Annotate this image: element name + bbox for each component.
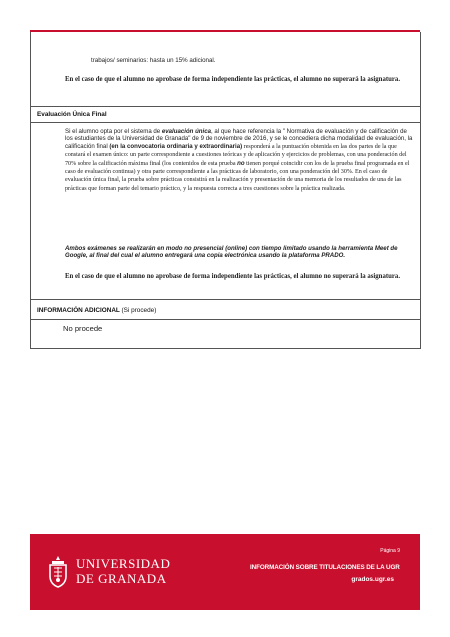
para-text: , al que hace referencia la " Normativa de evaluación y de calificación de los estudiantes de la Universidad de Granada" de 9 de noviembre de 2016, y se le concediera dicha modalidad de evaluación, la calificación final xyxy=(65,128,413,150)
section-divider xyxy=(31,106,420,107)
titulaciones-info-link[interactable]: INFORMACIÓN SOBRE TITULACIONES DE LA UGR xyxy=(250,564,400,571)
grados-site-link[interactable]: grados.ugr.es xyxy=(351,576,394,583)
evaluacion-unica-heading: Evaluación Única Final xyxy=(37,111,107,118)
page-number: Página 9 xyxy=(380,548,400,554)
university-crest-icon xyxy=(46,554,70,590)
para-emphasis: evaluación única xyxy=(161,128,211,135)
para-emphasis: (en la convocatoria ordinaria y extraordinaria) xyxy=(109,142,243,150)
university-name-line1: UNIVERSIDAD xyxy=(76,556,171,571)
content-frame xyxy=(30,32,421,349)
evaluacion-unica-paragraph xyxy=(65,128,415,193)
footer-band xyxy=(30,534,420,610)
info-heading-text: INFORMACIÓN ADICIONAL xyxy=(37,307,120,314)
no-procede-text: No procede xyxy=(63,324,103,333)
info-adicional-heading xyxy=(37,307,156,314)
practicas-note: En el caso de que el alumno no aprobase de forma independiente las prácticas, el alumno no superará la asignatura. xyxy=(65,76,401,83)
para-text: tienen porqué coincidir con los de la prueba final programada en el caso de evaluación continua) y otra parte correspondiente a las prácticas de laboratorio, con una ponderación del 30%. En el caso de evaluación única final, la prueba sobre prácticas consistirá en la realización y presentación de una memoria de los resultados de una de las prácticas que forman parte del temario práctico, y la respuesta correcta a tres cuestiones sobre la práctica realizada. xyxy=(65,160,410,192)
practicas-note-2: En el caso de que el alumno no aprobase de forma independiente las prácticas, el alumno no superará la asignatura. xyxy=(65,273,401,280)
para-text: responderá a la puntuación obtenida en las dos partes de la que constará el examen único: un parte correspondiente a cuestiones teóricas y de aplicación y ejercicios de problemas, con una ponderación del 70% sobre la calificación máxima final (los contenidos de esta prueba xyxy=(65,143,407,167)
continuation-line: trabajos/ seminarios: hasta un 15% adicional. xyxy=(91,57,216,64)
section-divider xyxy=(31,299,420,300)
info-heading-suffix: (Si procede) xyxy=(121,307,157,314)
section-divider xyxy=(31,122,420,123)
online-exam-paragraph: Ambos exámenes se realizarán en modo no presencial (online) con tiempo limitado usando la herramienta Meet de Google, al final del cual el alumno entregará una copia electrónica usando la plataforma PRADO. xyxy=(65,245,398,260)
section-divider xyxy=(31,319,420,320)
para-emphasis: no xyxy=(237,159,245,167)
para-text: Si el alumno opta por el sistema de xyxy=(65,128,162,135)
university-name-line2: DE GRANADA xyxy=(76,571,167,586)
